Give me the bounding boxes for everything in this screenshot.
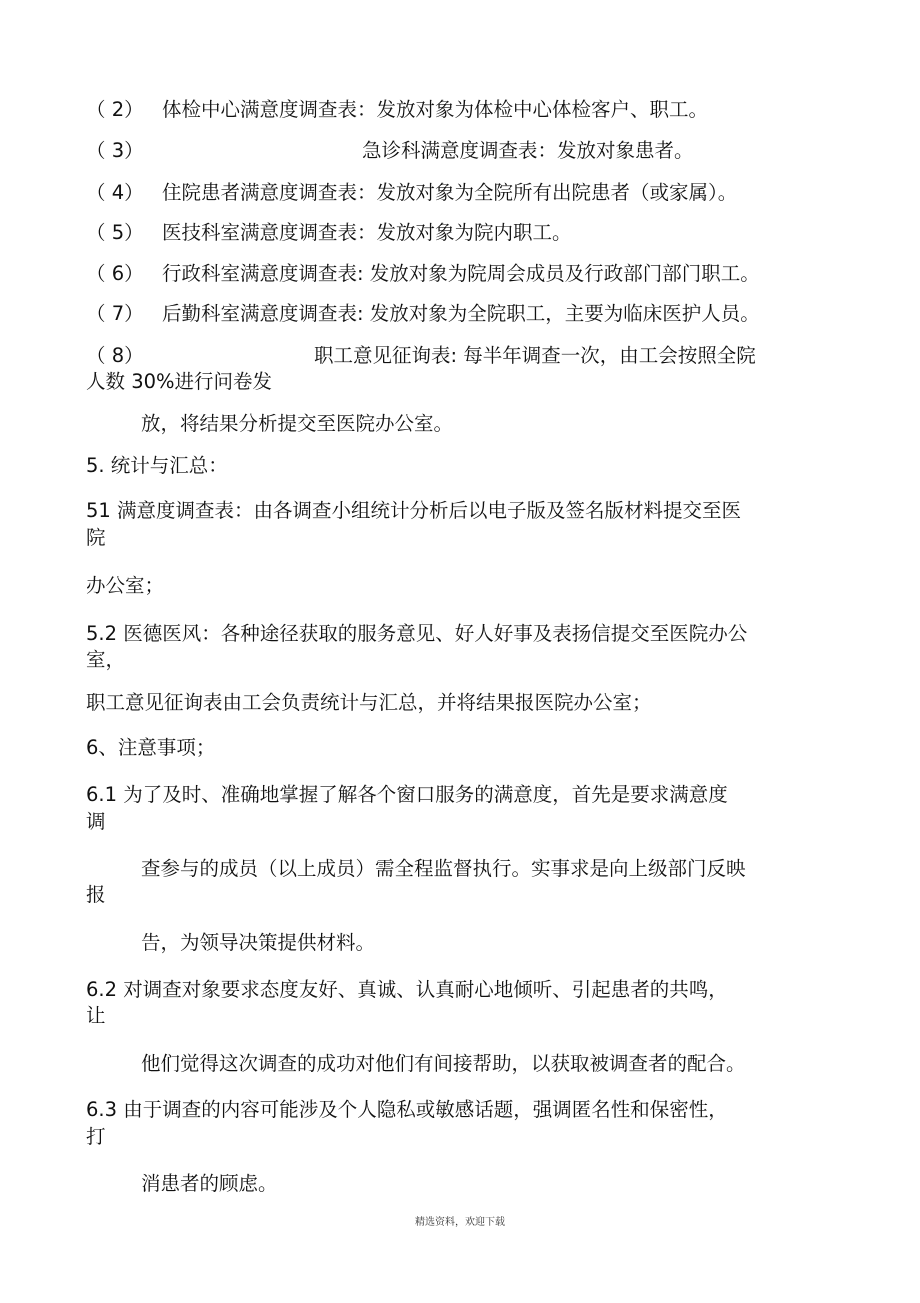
section-heading: 6、注意事项； <box>86 736 216 759</box>
item-text: 住院患者满意度调查表：发放对象为全院所有出院患者（或家属）。 <box>162 181 738 204</box>
item-number: （ 4） <box>86 181 144 204</box>
paragraph-line: 办公室； <box>86 574 165 597</box>
item-text: 职工意见征询表: 每半年调查一次，由工会按照全院 <box>314 344 756 367</box>
list-item-4 <box>86 179 737 207</box>
paragraph-line: 放，将结果分析提交至医院办公室。 <box>141 412 454 435</box>
list-item-2 <box>86 96 708 124</box>
paragraph-line: 消患者的顾虑。 <box>141 1172 278 1195</box>
paragraph-line: 职工意见征询表由工会负责统计与汇总，并将结果报医院办公室； <box>86 691 652 714</box>
paragraph-line: 院 <box>86 526 106 549</box>
list-item-6 <box>86 260 760 288</box>
section-heading: 5. 统计与汇总： <box>86 454 228 477</box>
item-text: 急诊科满意度调查表：发放对象患者。 <box>362 139 694 162</box>
paragraph-line: 人数 30%进行问卷发 <box>86 370 273 393</box>
item-text: 行政科室满意度调查表: 发放对象为院周会成员及行政部门部门职工。 <box>162 262 760 285</box>
item-number: （ 7） <box>86 302 144 325</box>
list-item-8 <box>86 342 756 370</box>
paragraph-line: 51 满意度调查表：由各调查小组统计分析后以电子版及签名版材料提交至医 <box>86 499 742 522</box>
paragraph-line: 他们觉得这次调查的成功对他们有间接帮助，以获取被调查者的配合。 <box>141 1052 746 1075</box>
list-item-7 <box>86 300 760 328</box>
list-item-5 <box>86 219 572 247</box>
paragraph-line: 打 <box>86 1125 106 1148</box>
item-text: 后勤科室满意度调查表: 发放对象为全院职工，主要为临床医护人员。 <box>162 302 760 325</box>
item-text: 医技科室满意度调查表：发放对象为院内职工。 <box>162 221 572 244</box>
item-number: （ 5） <box>86 221 144 244</box>
paragraph-line: 室， <box>86 648 126 671</box>
paragraph-line: 调 <box>86 810 106 833</box>
item-text: 体检中心满意度调查表：发放对象为体检中心体检客户、职工。 <box>162 98 709 121</box>
list-item-3 <box>86 137 694 165</box>
paragraph-line: 告，为领导决策提供材料。 <box>141 931 376 954</box>
item-number: （ 8） <box>86 344 144 367</box>
paragraph-line: 5.2 医德医风：各种途径获取的服务意见、好人好事及表扬信提交至医院办公 <box>86 622 748 645</box>
item-number: （ 3） <box>86 139 144 162</box>
item-number: （ 6） <box>86 262 144 285</box>
paragraph-line: 查参与的成员（以上成员）需全程监督执行。实事求是向上级部门反映 <box>141 857 746 880</box>
item-number: （ 2） <box>86 98 144 121</box>
paragraph-line: 6.3 由于调查的内容可能涉及个人隐私或敏感话题，强调匿名性和保密性， <box>86 1098 728 1121</box>
paragraph-line: 报 <box>86 883 106 906</box>
paragraph-line: 让 <box>86 1004 106 1027</box>
paragraph-line: 6.1 为了及时、准确地掌握了解各个窗口服务的满意度，首先是要求满意度 <box>86 783 728 806</box>
paragraph-line: 6.2 对调查对象要求态度友好、真诚、认真耐心地倾听、引起患者的共鸣， <box>86 978 728 1001</box>
page-footer: 精选资料，欢迎下载 <box>415 1217 505 1228</box>
